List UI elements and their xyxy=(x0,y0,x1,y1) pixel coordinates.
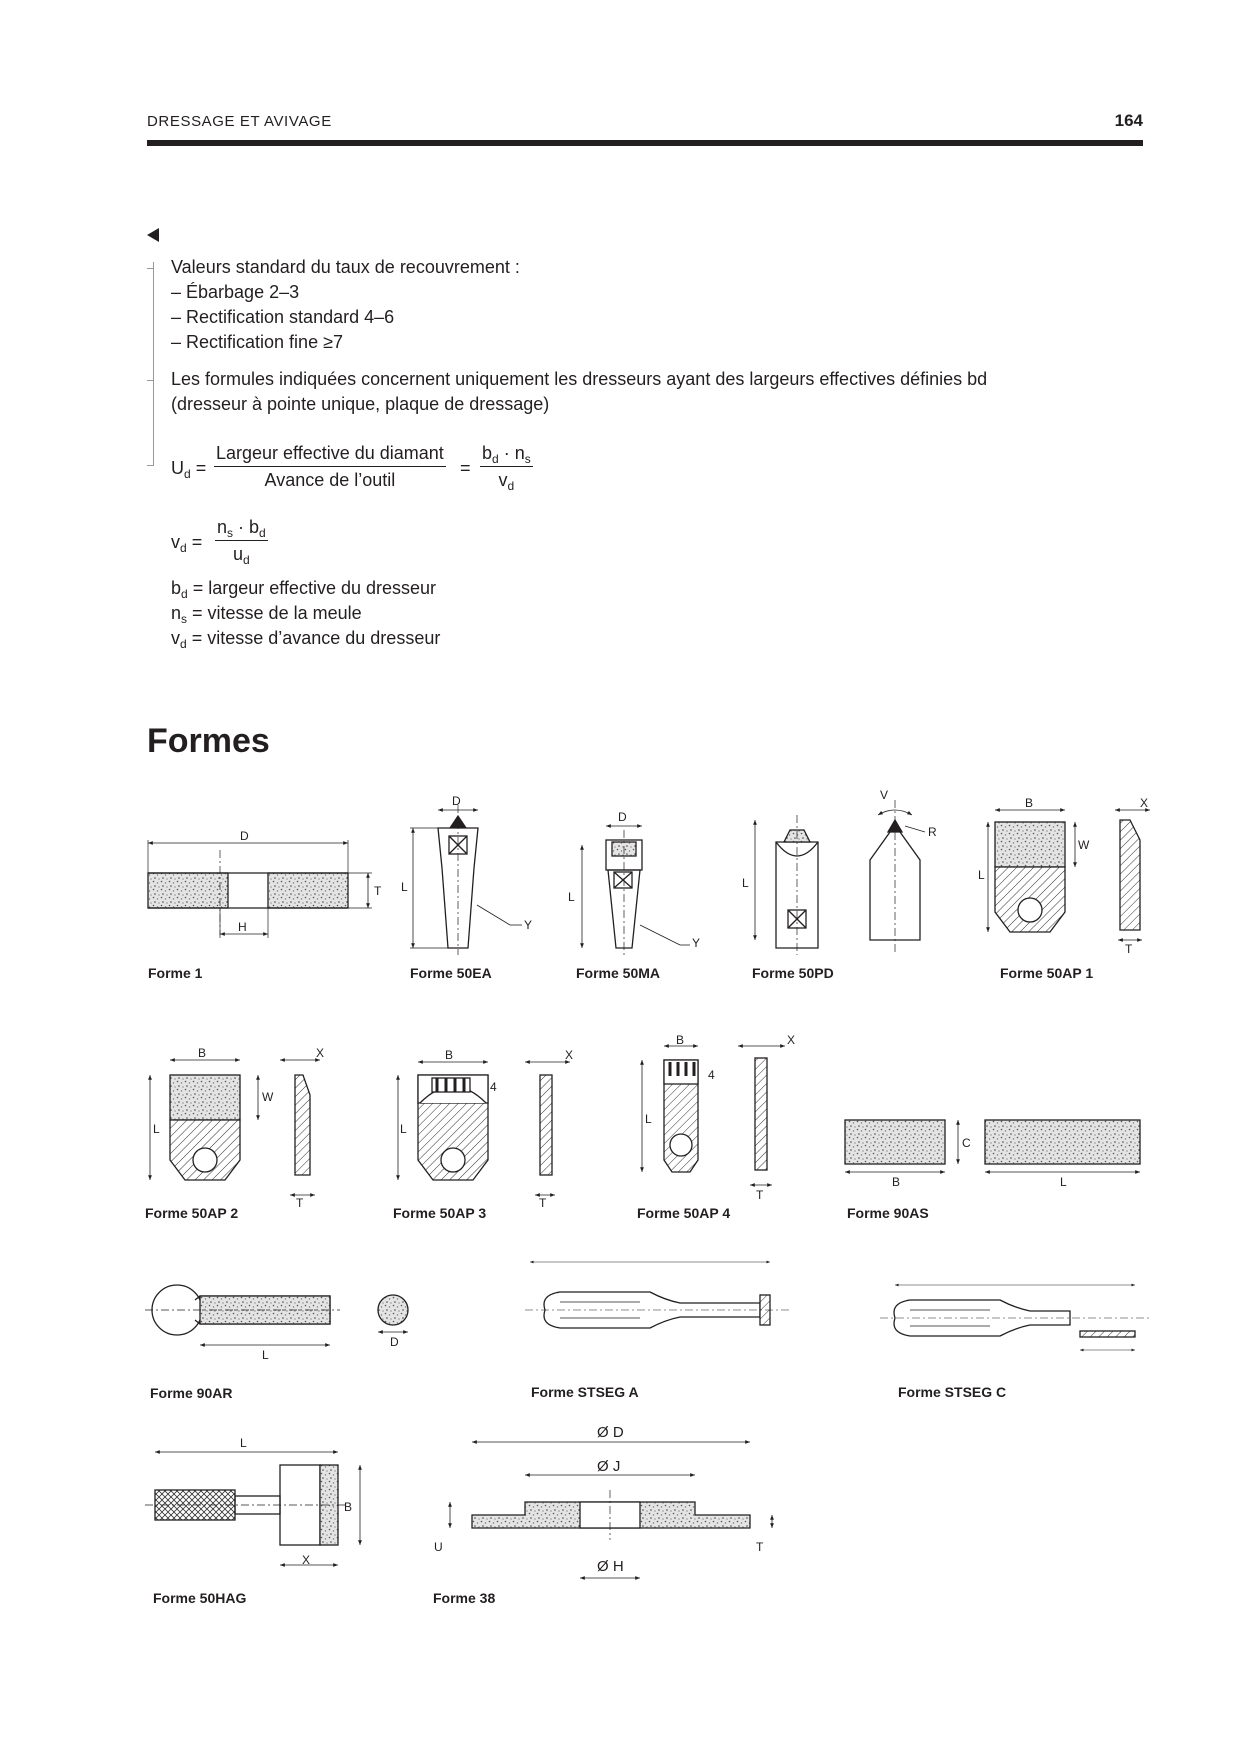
dim-label-h: H xyxy=(238,920,247,934)
page-number: 164 xyxy=(1114,111,1143,130)
shape-forme-50ap2 xyxy=(150,1060,320,1195)
shape-forme-50ap1 xyxy=(988,810,1150,940)
dim-label-x: X xyxy=(787,1033,796,1047)
formula1-numerator2: $b_d \cdot n_s$ xyxy=(482,443,531,466)
dim-label-x: X xyxy=(565,1048,574,1062)
dim-label-l: L xyxy=(1060,1175,1067,1189)
dim-label-t: T xyxy=(756,1540,764,1554)
dim-label-c: C xyxy=(962,1136,971,1150)
dim-label-b: B xyxy=(676,1033,685,1047)
overlap-item-3: – Rectification fine ≥7 xyxy=(171,332,343,352)
dim-label-l: L xyxy=(978,868,985,882)
formula-note-line1: Les formules indiquées concernent uniquement les dresseurs ayant des largeurs effectives définies bd xyxy=(171,369,988,389)
dim-label-4: 4 xyxy=(708,1068,715,1082)
overlap-heading: Valeurs standard du taux de recouvrement : xyxy=(171,257,520,277)
dim-label-oh: Ø H xyxy=(597,1558,624,1575)
dim-label-d: D xyxy=(618,810,627,824)
caption-forme-50hag: Forme 50HAG xyxy=(153,1590,247,1606)
dim-label-t: T xyxy=(374,884,382,898)
overlap-item-2: – Rectification standard 4–6 xyxy=(171,307,395,327)
shape-forme-50ma xyxy=(582,826,690,955)
shape-forme-1 xyxy=(148,840,372,938)
caption-forme-stseg-a: Forme STSEG A xyxy=(531,1384,639,1400)
dim-label-t: T xyxy=(539,1196,547,1210)
shape-forme-90ar xyxy=(145,1285,408,1345)
dim-label-v: V xyxy=(880,788,889,802)
dim-label-l: L xyxy=(240,1436,247,1450)
dim-label-b: B xyxy=(344,1500,353,1514)
shape-forme-stseg-c xyxy=(880,1285,1150,1350)
caption-forme-90as: Forme 90AS xyxy=(847,1205,929,1221)
dim-label-d: D xyxy=(390,1335,399,1349)
dim-label-u: U xyxy=(434,1540,443,1554)
dim-label-b: B xyxy=(1025,796,1034,810)
caption-forme-50ma: Forme 50MA xyxy=(576,965,661,981)
caption-forme-stseg-c: Forme STSEG C xyxy=(898,1384,1007,1400)
definition-ns: $n_s$ = vitesse de la meule xyxy=(171,603,362,626)
dim-label-x: X xyxy=(302,1553,311,1567)
caption-forme-90ar: Forme 90AR xyxy=(150,1385,233,1401)
overlap-item-1: – Ébarbage 2–3 xyxy=(171,282,300,302)
dim-label-b: B xyxy=(445,1048,454,1062)
dim-label-l: L xyxy=(262,1348,269,1362)
dim-label-x: X xyxy=(316,1046,325,1060)
definition-bd: $b_d$ = largeur effective du dresseur xyxy=(171,578,437,601)
dim-label-l: L xyxy=(153,1122,160,1136)
dim-label-l: L xyxy=(401,880,408,894)
dim-label-w: W xyxy=(262,1090,274,1104)
dim-label-l: L xyxy=(400,1122,407,1136)
dim-label-b: B xyxy=(198,1046,207,1060)
shape-forme-90as xyxy=(845,1120,1140,1172)
dim-label-b: B xyxy=(892,1175,901,1189)
dim-label-y: Y xyxy=(692,936,701,950)
dim-label-t: T xyxy=(296,1196,304,1210)
caption-forme-50ap3: Forme 50AP 3 xyxy=(393,1205,487,1221)
shape-forme-50ap4 xyxy=(642,1046,785,1185)
dim-label-d: D xyxy=(240,829,249,843)
shape-pointed-dresser xyxy=(870,800,925,955)
caption-forme-50ap4: Forme 50AP 4 xyxy=(637,1205,731,1221)
formula2-lhs: $v_d$ = xyxy=(171,532,203,555)
dim-label-t: T xyxy=(1125,942,1133,956)
formula1-denominator: Avance de l’outil xyxy=(264,470,396,490)
shape-forme-50ap3 xyxy=(398,1062,570,1195)
caption-forme-50pd: Forme 50PD xyxy=(752,965,834,981)
dim-label-d: D xyxy=(452,794,461,808)
formula2-numerator: $n_s \cdot b_d$ xyxy=(217,517,266,540)
dim-label-y: Y xyxy=(524,918,533,932)
shape-forme-50pd xyxy=(755,815,818,955)
dim-label-4: 4 xyxy=(490,1080,497,1094)
dim-label-w: W xyxy=(1078,838,1090,852)
dim-label-od: Ø D xyxy=(597,1424,624,1441)
dim-label-t: T xyxy=(756,1188,764,1202)
dim-label-x: X xyxy=(1140,796,1149,810)
running-header: DRESSAGE ET AVIVAGE xyxy=(147,113,332,130)
formula1-denominator2: $v_d$ xyxy=(498,470,515,493)
definition-vd: $v_d$ = vitesse d’avance du dresseur xyxy=(171,628,441,651)
caption-forme-38: Forme 38 xyxy=(433,1590,496,1606)
caption-forme-50ap2: Forme 50AP 2 xyxy=(145,1205,239,1221)
formula1-numerator: Largeur effective du diamant xyxy=(214,443,446,467)
caption-forme-50ea: Forme 50EA xyxy=(410,965,492,981)
caption-forme-50ap1: Forme 50AP 1 xyxy=(1000,965,1094,981)
formula-note-line2: (dresseur à pointe unique, plaque de dressage) xyxy=(171,394,550,414)
dim-label-l: L xyxy=(645,1112,652,1126)
dim-label-r: R xyxy=(928,825,937,839)
formula1-lhs: $U_d$ = xyxy=(171,458,207,481)
caption-forme-1: Forme 1 xyxy=(148,965,203,981)
shape-forme-50hag xyxy=(145,1452,360,1565)
shape-forme-stseg-a xyxy=(525,1262,790,1328)
shape-forme-50ea xyxy=(410,805,522,955)
formula1-eq2: = xyxy=(460,458,471,478)
dim-label-oj: Ø J xyxy=(597,1458,621,1475)
section-title: Formes xyxy=(147,722,270,760)
dim-label-l: L xyxy=(742,876,749,890)
dim-label-l: L xyxy=(568,890,575,904)
formula2-denominator: $u_d$ xyxy=(233,544,250,567)
